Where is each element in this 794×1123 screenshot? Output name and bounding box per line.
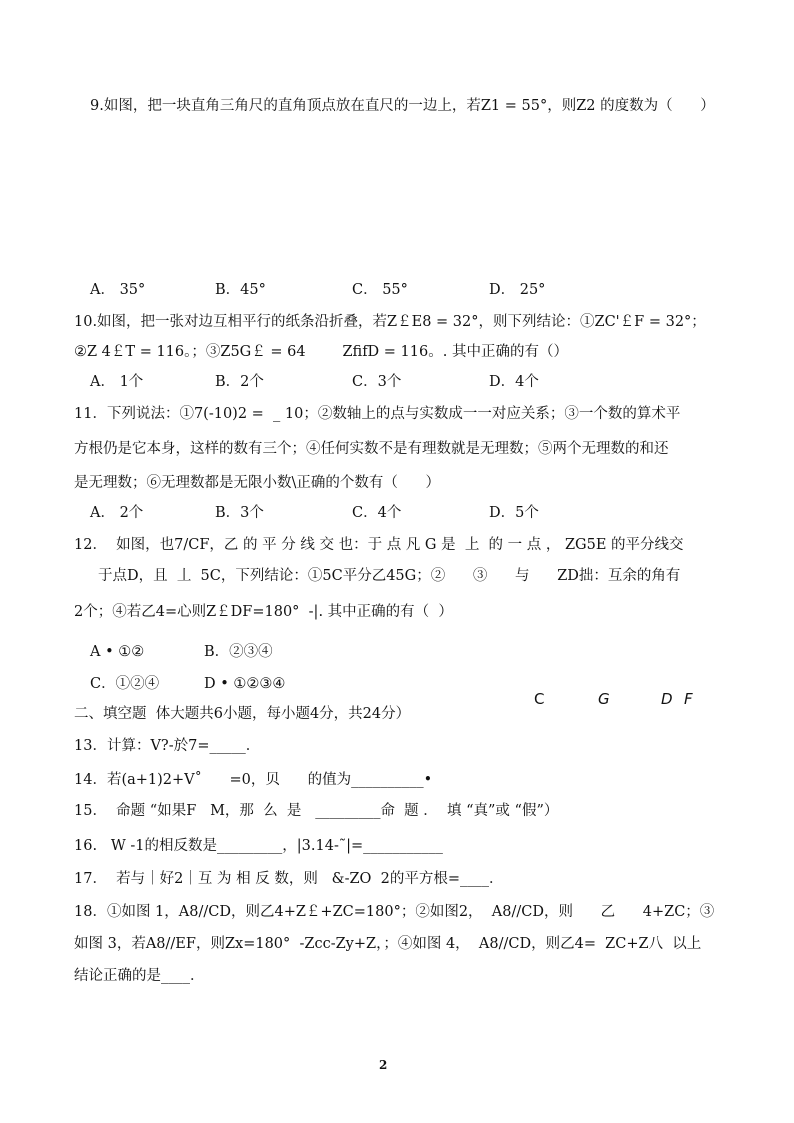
question-12-line-1: 12． 如图，也7/CF，乙 的 平 分 线 交 也：于 点 凡 G 是 上 的 一 点 ， ZG5E 的平分线交 <box>74 537 684 553</box>
q9-option-d: D． 25° <box>489 282 546 298</box>
question-10-line-2: ②Z 4￡T = 116。；③Z5G￡ = 64 ZfifD = 116。. 其中正确的有（） <box>74 344 568 360</box>
q11-option-b: B．3个 <box>215 505 264 521</box>
question-15: 15． 命题 “如果F M，那 么 是 _________命 题 ． 填 “真”或 “假”） <box>74 803 559 819</box>
question-9-stem: 9.如图，把一块直角三角尺的直角顶点放在直尺的一边上，若Z1 = 55°，则Z2 的度数为（ ） <box>90 98 715 114</box>
section-2-heading: 二、填空题 体大题共6小题，每小题4分，共24分） <box>74 706 411 722</box>
q9-option-b: B．45° <box>215 282 266 298</box>
q12-option-c: C．①②④ <box>90 676 160 692</box>
q12-option-a: A • ①② <box>90 644 145 660</box>
question-11-line-2: 方根仍是它本身，这样的数有三个；④任何实数不是有理数就是无理数；⑤两个无理数的和还 <box>74 441 669 457</box>
question-13: 13．计算：V?-於7=_____． <box>74 738 261 754</box>
q11-option-c: C．4个 <box>352 505 402 521</box>
q11-option-d: D．5个 <box>489 505 539 521</box>
figure-label-g: G <box>598 690 610 708</box>
q10-option-d: D．4个 <box>489 374 539 390</box>
q9-option-c: C． 55° <box>352 282 408 298</box>
question-11-line-1: 11．下列说法：①7(-10)2 = _ 10；②数轴上的点与实数成一一对应关系；③一个数的算术平 <box>74 406 681 422</box>
figure-label-d: D <box>661 690 673 708</box>
question-16: 16. W -1的相反数是_________，|3.14-˜|=___________ <box>74 838 443 854</box>
question-14: 14．若(a+1)2+V˚ =0，贝 的值为__________• <box>74 772 433 788</box>
question-12-line-3: 2个；④若乙4=心则Z￡DF=180° -|. 其中正确的有（ ） <box>74 604 453 620</box>
q10-option-b: B．2个 <box>215 374 264 390</box>
q12-option-b: B．②③④ <box>204 644 273 660</box>
q12-option-d: D • ①②③④ <box>204 676 286 692</box>
q11-option-a: A． 2个 <box>90 505 144 521</box>
question-18-line-2: 如图 3，若A8//EF，则Zx=180° -Zcc-Zy+Z，；④如图 4， A8//CD，则乙4= ZC+Z八 以上 <box>74 936 702 952</box>
question-17: 17． 若与｜好2｜互 为 相 反 数，则 &-ZO 2的平方根=____． <box>74 871 504 887</box>
q10-option-c: C．3个 <box>352 374 402 390</box>
question-12-line-2: 于点D，且 丄 5C，下列结论：①5C平分乙45G；② ③ 与 ZD拙：互余的角有 <box>98 568 681 584</box>
figure-label-f: F <box>684 690 693 708</box>
question-10-line-1: 10.如图，把一张对边互相平行的纸条沿折叠，若Z￡E8 = 32°，则下列结论：①ZC'￡F = 32°； <box>74 314 706 330</box>
question-11-line-3: 是无理数；⑥无理数都是无限小数\正确的个数有（ ） <box>74 475 441 491</box>
q10-option-a: A． 1个 <box>90 374 144 390</box>
figure-label-c: C <box>534 690 545 708</box>
question-18-line-1: 18．①如图 1，A8//CD，则乙4+Z￡+ZC=180°；②如图2， A8//CD，则 乙 4+ZC；③ <box>74 904 715 920</box>
page-number: 2 <box>379 1058 388 1072</box>
q9-option-a: A． 35° <box>90 282 146 298</box>
question-18-line-3: 结论正确的是____． <box>74 968 205 984</box>
